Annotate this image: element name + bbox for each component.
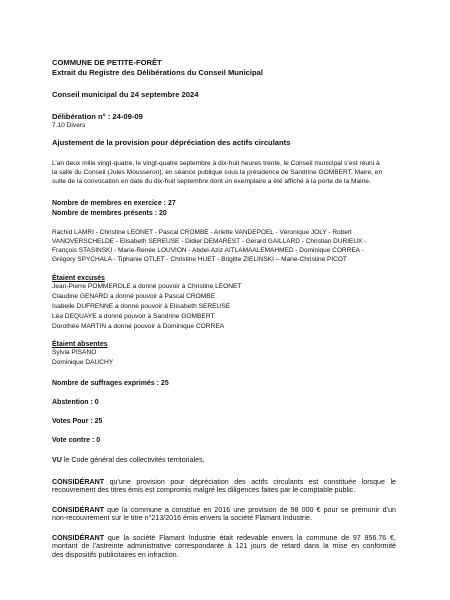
meeting-title: Conseil municipal du 24 septembre 2024 bbox=[52, 90, 199, 99]
present-members-line: François STASINSKI - Marie-Renée LOUVION - Abdel-Aziz AITLAMAALEMAHMED - Dominique CORREA - bbox=[52, 247, 364, 254]
intro-line: la salle du Conseil (Jules Mousseron), en séance publique sous la présidence de Sandrine GOMBERT, Maire, en bbox=[52, 169, 383, 176]
absent-heading: Étaient absentes bbox=[52, 341, 108, 348]
vu-keyword: VU bbox=[52, 456, 62, 464]
considerant-keyword: CONSIDÉRANT bbox=[52, 534, 105, 542]
present-members-line: Grégory SPYCHALA - Tiphanie OTLET - Christine HUET - Brigitte ZIELINSKI – Marie-Christine PICOT bbox=[52, 256, 347, 263]
present-members-line: Rachid LAMRI - Christine LEONET - Pascal CROMBE - Arlette VANDEPOEL - Véronique JOLY - Robert bbox=[52, 229, 352, 236]
absent-item: Dominique DAUCHY bbox=[52, 359, 114, 366]
votes-against: Vote contre : 0 bbox=[52, 437, 101, 444]
intro-line: L’an deux mille vingt-quatre, le vingt-quatre septembre à dix-huit heures trente, le Conseil municipal s’est réuni à bbox=[52, 160, 380, 167]
vu-clause bbox=[52, 457, 205, 464]
commune-title: COMMUNE DE PETITE-FORÊT bbox=[52, 58, 162, 67]
present-members-line: VANOVERSCHELDE - Elisabeth SEREUSE - Didier DEMAREST - Gérard GAILLARD - Christian DURIEUX - bbox=[52, 238, 367, 245]
considerant-clause bbox=[52, 506, 396, 523]
considerant-text: non-recouvrement sur le titre n°213/2016 émis envers la société Flamant Industrie. bbox=[52, 514, 312, 523]
considerant-text: qu’une provision pour dépréciation des actifs circulants est constituée lorsque le bbox=[109, 478, 396, 486]
vu-text: le Code général des collectivités territoriales, bbox=[63, 456, 205, 464]
deliberation-subject: Ajustement de la provision pour dépréciation des actifs circulants bbox=[52, 138, 291, 147]
excused-item: Isabelle DUFRENNE a donné pouvoir à Elisabeth SEREUSE bbox=[52, 303, 231, 310]
considerant-keyword: CONSIDÉRANT bbox=[52, 478, 105, 486]
members-present-count: Nombre de membres présents : 20 bbox=[52, 210, 167, 217]
excused-item: Léa DEQUAYE a donné pouvoir à Sandrine GOMBERT bbox=[52, 313, 215, 320]
members-in-office: Nombre de membres en exercice : 27 bbox=[52, 200, 176, 207]
excused-item: Jean-Pierre POMMEROLE a donné pouvoir à Christine LEONET bbox=[52, 283, 242, 290]
excused-item: Dorothée MARTIN a donné pouvoir à Dominique CORREA bbox=[52, 323, 225, 330]
considerant-text: montant de l’astreinte administrative correspondante à 121 jours de retard dans la mise en conformité bbox=[52, 542, 396, 551]
considerant-clause bbox=[52, 478, 396, 495]
deliberation-number: Délibération n° : 24-09-09 bbox=[52, 112, 143, 121]
excused-heading: Étaient excusés bbox=[52, 275, 105, 282]
considerant-text: recouvrement des titres émis est compromis malgré les diligences faites par le comptable public. bbox=[52, 486, 356, 495]
excused-item: Claudine GENARD a donné pouvoir à Pascal CROMBE bbox=[52, 293, 216, 300]
absent-item: Sylvia PISANO bbox=[52, 349, 97, 356]
votes-abstention: Abstention : 0 bbox=[52, 399, 99, 406]
considerant-text: que la commune a constitué en 2016 une provision de 98 000 € pour se prémunir d’un bbox=[107, 506, 396, 514]
considerant-clause bbox=[52, 534, 396, 559]
considerant-text: des dispositifs publicitaires en infraction. bbox=[52, 550, 179, 559]
deliberation-category: 7.10 Divers bbox=[52, 122, 86, 129]
considerant-text: que la société Flamant Industrie était redevable envers la commune de 97 956.76 €, bbox=[107, 534, 396, 542]
votes-expressed: Nombre de suffrages exprimés : 25 bbox=[52, 380, 169, 387]
votes-for: Votes Pour : 25 bbox=[52, 418, 103, 425]
considerant-keyword: CONSIDÉRANT bbox=[52, 506, 105, 514]
intro-line: suite de la convocation en date du dix-huit septembre dont un exemplaire a été affiché à la porte de la Mairie. bbox=[52, 178, 371, 185]
register-extract-title: Extrait du Registre des Délibérations du Conseil Municipal bbox=[52, 68, 263, 77]
